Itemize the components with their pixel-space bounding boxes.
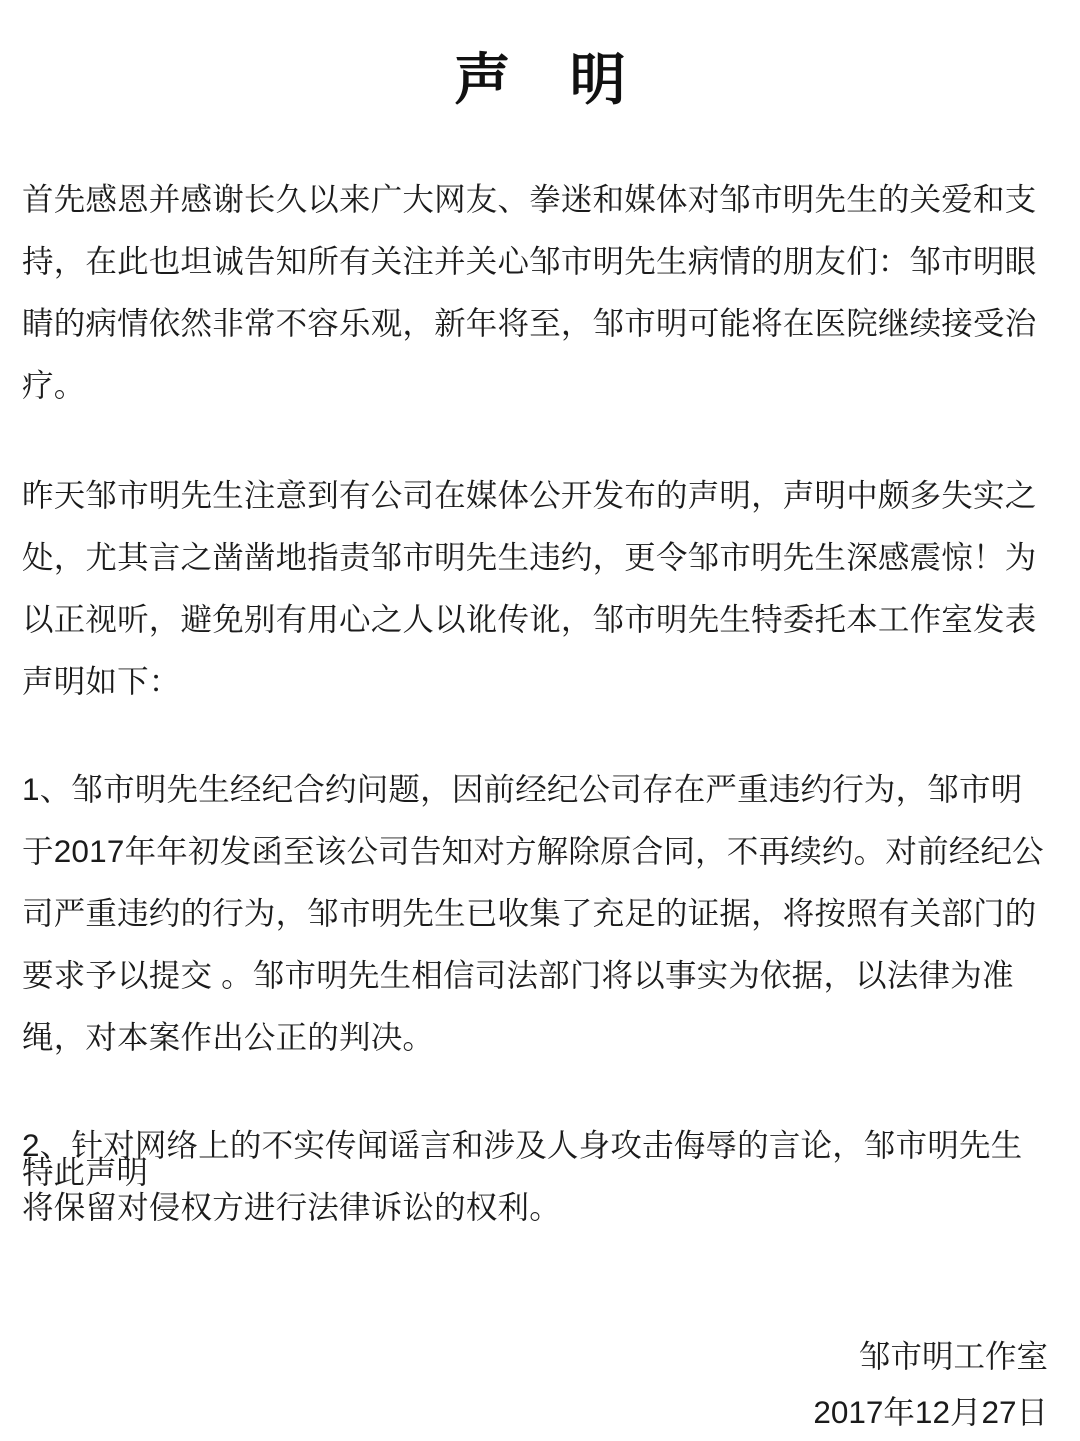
signature-date: 2017年12月27日	[813, 1394, 1048, 1430]
signature-block	[813, 1328, 1048, 1440]
page-title: 声 明	[454, 47, 648, 111]
paragraph-item-2: 2、针对网络上的不实传闻谣言和涉及人身攻击侮辱的言论，邹市明先生将保留对侵权方进行法律诉讼的权利。	[22, 1126, 1023, 1225]
paragraph-item-1: 1、邹市明先生经纪合约问题，因前经纪公司存在严重违约行为，邹市明于2017年年初发函至该公司告知对方解除原合同，不再续约。对前经纪公司严重违约的行为，邹市明先生已收集了充足的证据，将按照有关部门的要求予以提交 。邹市明先生相信司法部门将以事实为依据，以法律为准绳，对本案作出公正的判决。	[22, 770, 1044, 1055]
signature-organization: 邹市明工作室	[858, 1338, 1048, 1374]
paragraph-intro: 首先感恩并感谢长久以来广大网友、拳迷和媒体对邹市明先生的关爱和支持，在此也坦诚告知所有关注并关心邹市明先生病情的朋友们：邹市明眼睛的病情依然非常不容乐观，新年将至，邹市明可能将在医院继续接受治疗。	[22, 180, 1037, 403]
closing-statement: 特此声明	[22, 1154, 149, 1190]
paragraph-background: 昨天邹市明先生注意到有公司在媒体公开发布的声明，声明中颇多失实之处，尤其言之凿凿地指责邹市明先生违约，更令邹市明先生深感震惊！为以正视听，避免别有用心之人以讹传讹，邹市明先生特委托本工作室发表声明如下：	[22, 476, 1037, 699]
document-body	[22, 136, 1044, 1269]
